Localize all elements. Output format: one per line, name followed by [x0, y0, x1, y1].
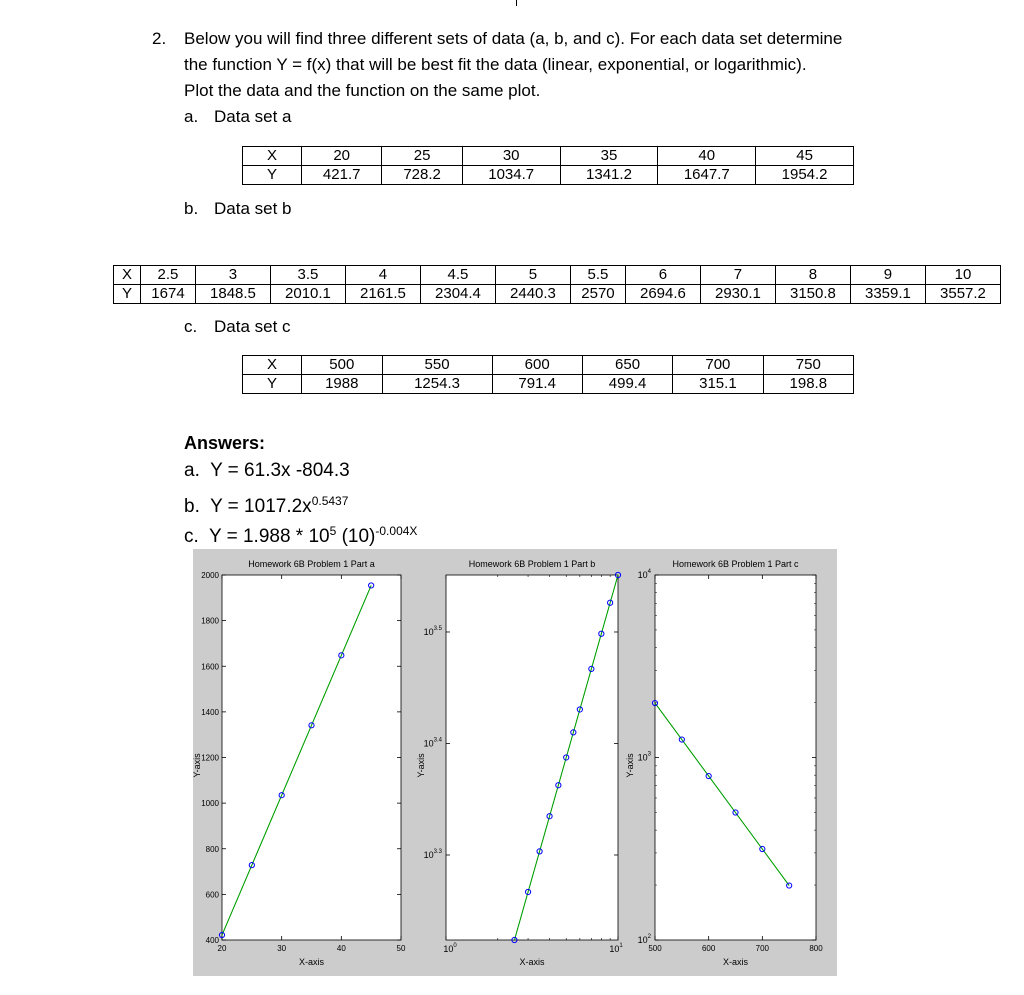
- y-tick-label: 800: [205, 844, 219, 854]
- chart-title-3: Homework 6B Problem 1 Part c: [672, 559, 799, 569]
- y-value-cell: 198.8: [763, 375, 853, 394]
- y-tick-label: 1000: [201, 799, 219, 809]
- y-tick-label-log-base: 10: [637, 570, 648, 580]
- x-axis-label-1: X-axis: [298, 957, 325, 967]
- table-c-y-row: [243, 375, 854, 394]
- y-value-cell: 2440.3: [495, 285, 570, 304]
- x-value-cell: 20: [302, 147, 382, 166]
- y-value-cell: 2930.1: [700, 285, 775, 304]
- y-value-cell: 791.4: [492, 375, 582, 394]
- x-value-cell: 8: [775, 266, 850, 285]
- x-value-cell: 3: [195, 266, 270, 285]
- y-tick-label-log-base: 10: [423, 849, 434, 860]
- x-tick-label-log-exp: 0: [453, 943, 457, 949]
- set-c-marker: c.: [184, 317, 198, 336]
- y-value-cell: 1034.7: [462, 166, 560, 185]
- y-tick-label: 1800: [201, 616, 219, 626]
- plot-figure: [193, 549, 837, 976]
- y-value-cell: 2304.4: [420, 285, 495, 304]
- x-value-cell: 9: [850, 266, 925, 285]
- y-header-cell: Y: [243, 166, 302, 185]
- table-c-x-row: [243, 356, 854, 375]
- x-value-cell: 500: [302, 356, 383, 375]
- question-number: 2.: [152, 29, 167, 48]
- set-a-label: Data set a: [214, 107, 292, 126]
- x-header-cell: X: [114, 266, 141, 285]
- x-tick-label: 800: [809, 944, 823, 953]
- x-value-cell: 750: [763, 356, 853, 375]
- y-tick-label: 1600: [201, 662, 219, 672]
- y-tick-label-log: [424, 626, 443, 637]
- y-tick-label: 400: [205, 936, 219, 945]
- x-value-cell: 4: [345, 266, 420, 285]
- page-edge-mark: [516, 0, 517, 6]
- answer-b-text: Y = 1017.2x: [210, 496, 312, 517]
- y-value-cell: 1988: [302, 375, 383, 394]
- y-tick-label-log-base: 10: [423, 626, 434, 637]
- plot-area-1: [222, 575, 401, 940]
- set-b-marker: b.: [184, 199, 199, 218]
- answer-b-exponent: 0.5437: [311, 494, 349, 508]
- x-tick-label-log: [609, 943, 623, 954]
- y-tick-label-log-base: 10: [637, 752, 648, 763]
- answer-c-exponent-1: 5: [329, 524, 337, 538]
- x-tick-label: 700: [755, 944, 770, 953]
- y-tick-label-log-base: 10: [637, 935, 648, 945]
- y-value-cell: 421.7: [302, 166, 382, 185]
- question-line-3: Plot the data and the function on the same plot.: [184, 81, 541, 100]
- chart-title-1: Homework 6B Problem 1 Part a: [248, 559, 375, 569]
- x-tick-label: 40: [336, 944, 346, 953]
- y-value-cell: 728.2: [382, 166, 462, 185]
- x-axis-label-2: X-axis: [519, 957, 545, 967]
- y-tick-label: 1400: [201, 707, 219, 717]
- y-tick-label-log-exp: 2: [647, 934, 651, 940]
- x-value-cell: 6: [625, 266, 700, 285]
- x-value-cell: 700: [673, 356, 763, 375]
- x-tick-label-log-exp: 1: [619, 943, 623, 949]
- x-tick-label-log-base: 10: [443, 944, 454, 954]
- x-tick-label: 600: [701, 944, 716, 953]
- x-tick-label: 20: [217, 944, 227, 953]
- y-tick-label-log: [424, 737, 443, 748]
- x-value-cell: 40: [658, 147, 756, 166]
- data-table-b: [113, 265, 1001, 304]
- y-tick-label: 1200: [201, 753, 219, 763]
- answer-c-mid: (10): [336, 526, 376, 547]
- y-value-cell: 1647.7: [658, 166, 756, 185]
- answer-c-text: Y = 1.988 * 10: [209, 526, 330, 547]
- y-header-cell: Y: [114, 285, 141, 304]
- y-tick-label-log: [638, 752, 652, 763]
- y-value-cell: 2010.1: [270, 285, 345, 304]
- y-value-cell: 1341.2: [560, 166, 658, 185]
- x-tick-label-log: [443, 943, 457, 954]
- x-value-cell: 25: [382, 147, 462, 166]
- x-header-cell: X: [243, 147, 302, 166]
- y-value-cell: 315.1: [673, 375, 763, 394]
- x-value-cell: 35: [560, 147, 658, 166]
- answer-c: [184, 516, 417, 552]
- x-header-cell: X: [243, 356, 302, 375]
- y-tick-label: 600: [205, 890, 219, 900]
- x-value-cell: 550: [382, 356, 492, 375]
- answer-a-text: Y = 61.3x -804.3: [210, 460, 350, 481]
- x-value-cell: 3.5: [270, 266, 345, 285]
- y-tick-label-log: [424, 849, 443, 860]
- set-a-marker: a.: [184, 107, 199, 126]
- set-b-label: Data set b: [214, 199, 292, 218]
- x-value-cell: 600: [492, 356, 582, 375]
- answer-a-marker: a.: [184, 460, 200, 481]
- set-c-label: Data set c: [214, 317, 291, 336]
- y-value-cell: 3150.8: [775, 285, 850, 304]
- y-value-cell: 2570: [570, 285, 625, 304]
- y-value-cell: 1848.5: [195, 285, 270, 304]
- answer-c-marker: c.: [184, 526, 199, 547]
- y-tick-label-log-base: 10: [423, 738, 434, 749]
- y-value-cell: 3557.2: [925, 285, 1000, 304]
- x-value-cell: 5.5: [570, 266, 625, 285]
- data-table-a: [242, 146, 854, 185]
- answer-a: [184, 456, 350, 486]
- y-tick-label-log-exp: 4: [647, 569, 651, 575]
- question-line-2: the function Y = f(x) that will be best fit the data (linear, exponential, or logarithmic).: [184, 55, 807, 74]
- x-value-cell: 2.5: [141, 266, 196, 285]
- plot-area-2: [446, 575, 618, 940]
- y-axis-label-2: Y-axis: [416, 753, 426, 778]
- table-b-y-row: [114, 285, 1001, 304]
- y-tick-label-log: [638, 569, 652, 580]
- y-header-cell: Y: [243, 375, 302, 394]
- x-value-cell: 650: [582, 356, 672, 375]
- answer-b-marker: b.: [184, 496, 200, 517]
- x-value-cell: 10: [925, 266, 1000, 285]
- y-axis-label-3: Y-axis: [625, 753, 635, 778]
- y-tick-label-log-exp: 3.5: [433, 625, 442, 632]
- answers-title: Answers:: [184, 433, 266, 453]
- y-value-cell: 1674: [141, 285, 196, 304]
- plot-canvas: [193, 549, 837, 976]
- chart-title-2: Homework 6B Problem 1 Part b: [468, 559, 596, 569]
- y-tick-label-log-exp: 3.4: [433, 737, 442, 744]
- table-a-y-row: [243, 166, 854, 185]
- x-tick-label-log-base: 10: [609, 944, 620, 954]
- x-tick-label: 50: [396, 944, 406, 953]
- x-value-cell: 5: [495, 266, 570, 285]
- question-text: [184, 26, 1014, 104]
- x-value-cell: 30: [462, 147, 560, 166]
- y-axis-label-1: Y-axis: [193, 753, 202, 778]
- table-b-x-row: [114, 266, 1001, 285]
- x-value-cell: 7: [700, 266, 775, 285]
- x-value-cell: 4.5: [420, 266, 495, 285]
- x-axis-label-3: X-axis: [722, 957, 749, 967]
- y-value-cell: 499.4: [582, 375, 672, 394]
- question-line-1: Below you will find three different sets of data (a, b, and c). For each data set determine: [184, 29, 843, 48]
- y-value-cell: 1954.2: [756, 166, 854, 185]
- x-tick-label: 30: [277, 944, 287, 953]
- y-value-cell: 2694.6: [625, 285, 700, 304]
- y-tick-label-log-exp: 3: [647, 751, 651, 758]
- y-tick-label-log-exp: 3.3: [433, 848, 442, 855]
- data-table-c: [242, 355, 854, 394]
- x-value-cell: 45: [756, 147, 854, 166]
- y-value-cell: 2161.5: [345, 285, 420, 304]
- table-a-x-row: [243, 147, 854, 166]
- y-tick-label: 2000: [201, 571, 219, 580]
- y-value-cell: 3359.1: [850, 285, 925, 304]
- answer-c-exponent-2: -0.004X: [375, 524, 418, 538]
- y-value-cell: 1254.3: [382, 375, 492, 394]
- x-tick-label: 500: [648, 944, 662, 953]
